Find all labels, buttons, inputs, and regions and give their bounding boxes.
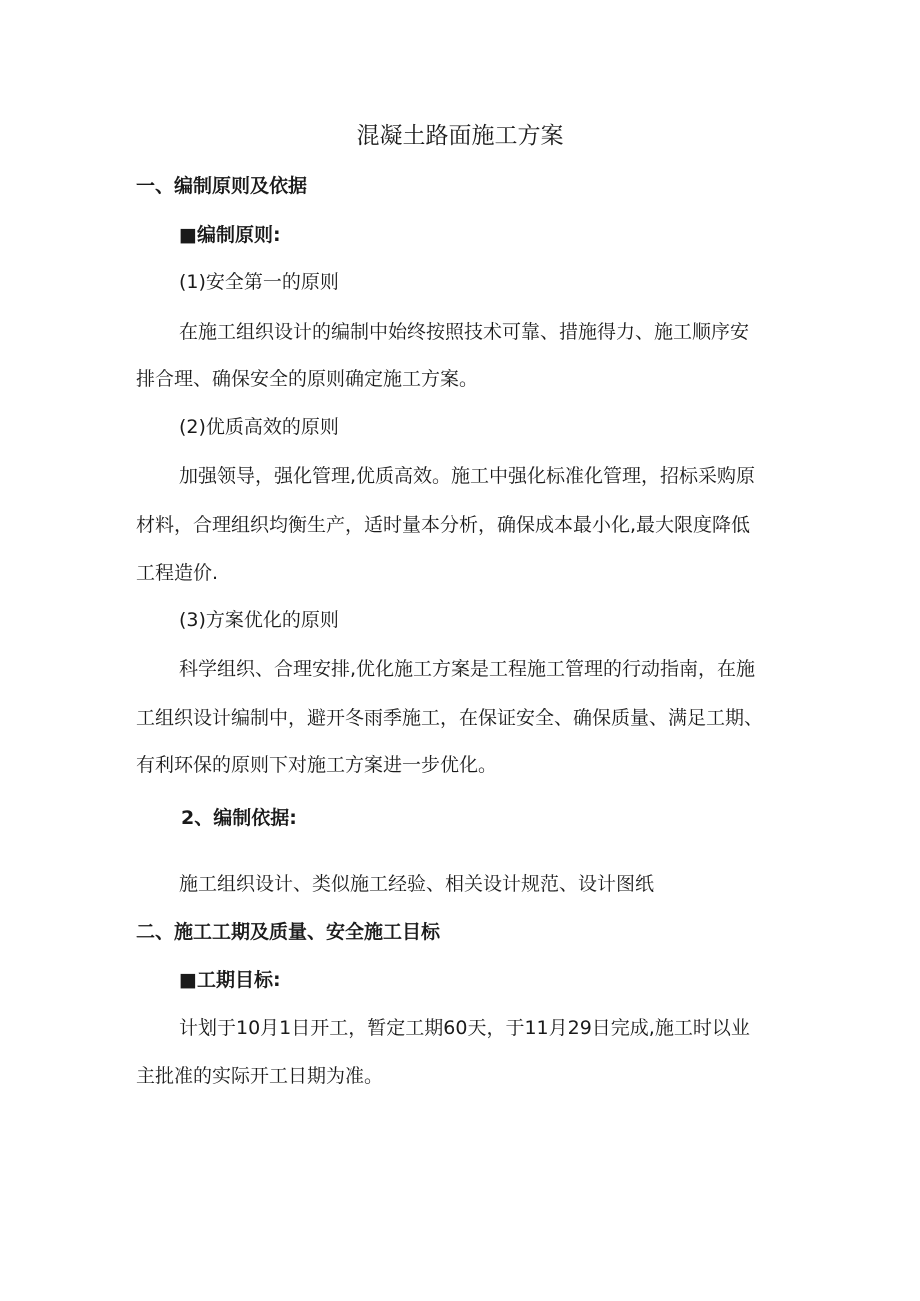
principle2-title: (2)优质高效的原则 [179,416,339,438]
principle2-line-1: 加强领导，强化管理,优质高效。施工中强化标准化管理，招标采购原 [179,465,756,487]
principle1-title: (1)安全第一的原则 [179,271,339,293]
basis-heading: 2、编制依据: [181,807,297,829]
schedule-heading: ■工期目标: [179,969,281,991]
principles-heading: ■编制原则: [179,224,281,246]
principle3-title: (3)方案优化的原则 [179,609,339,631]
schedule-line-2: 主批准的实际开工日期为准。 [136,1065,384,1087]
principle1-line-2: 排合理、确保安全的原则确定施工方案。 [136,368,479,390]
principle3-line-2: 工组织设计编制中，避开冬雨季施工，在保证安全、确保质量、满足工期、 [136,707,764,729]
basis-text: 施工组织设计、类似施工经验、相关设计规范、设计图纸 [179,873,655,895]
principle1-line-1: 在施工组织设计的编制中始终按照技术可靠、措施得力、施工顺序安 [179,321,750,343]
principle2-line-3: 工程造价. [136,562,219,584]
principle3-line-1: 科学组织、合理安排,优化施工方案是工程施工管理的行动指南，在施 [179,658,756,680]
schedule-line-1: 计划于10月1日开工，暂定工期60天，于11月29日完成,施工时以业 [179,1017,750,1039]
section1-heading: 一、编制原则及依据 [136,175,308,197]
principle2-line-2: 材料，合理组织均衡生产，适时量本分析，确保成本最小化,最大限度降低 [136,514,751,536]
document-title: 混凝土路面施工方案 [356,123,564,149]
principle3-line-3: 有利环保的原则下对施工方案进一步优化。 [136,754,498,776]
section2-heading: 二、施工工期及质量、安全施工目标 [136,921,441,943]
